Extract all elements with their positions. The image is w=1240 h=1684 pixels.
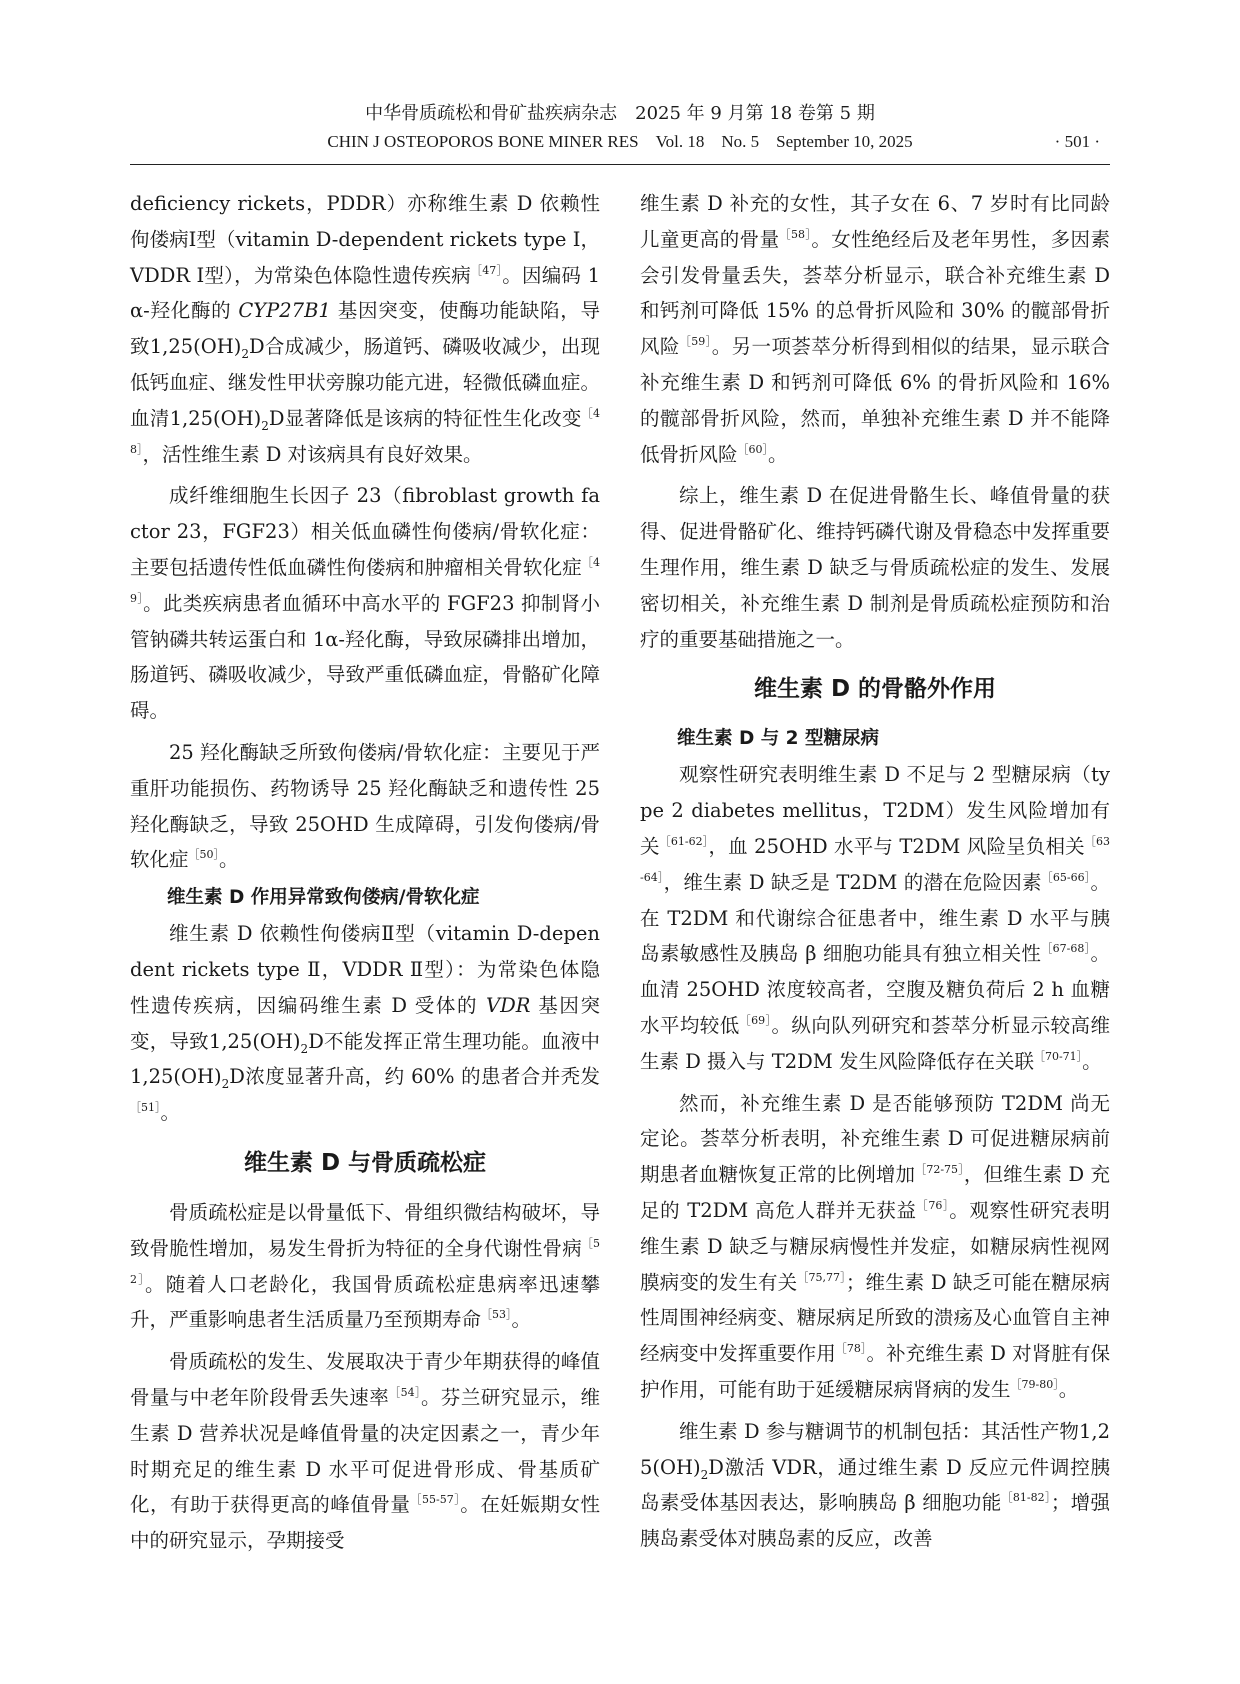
citation[interactable]: ［61-62］ [659,834,709,848]
paragraph-25-hydroxylase: 25 羟化酶缺乏所致佝偻病/骨软化症：主要见于严重肝功能损伤、药物诱导 25 羟化酶缺乏和遗传性 25 羟化酶缺乏，导致 25OHD 生成障碍，引发佝偻病/骨软化症$^{[50]}$。 [130,740,600,872]
paragraph-osteoporosis-def: 骨质疏松症是以骨量低下、骨组织微结构破坏，导致骨脆性增加，易发生骨折为特征的全身代谢性骨病$^{[52]}$。随着人口老龄化，我国骨质疏松症患病率迅速攀升，严重影响患者生活质量乃至预期寿命$^{[53]}$。 [130,1200,600,1332]
right-column [640,186,1110,1557]
citation[interactable]: ［81-82］ [1001,1491,1051,1505]
citation[interactable]: ［76］ [916,1198,950,1212]
citation[interactable]: ［72-75］ [915,1163,964,1177]
journal-title-cn: 中华骨质疏松和骨矿盐疾病杂志 2025 年 9 月第 18 卷第 5 期 [365,103,875,124]
gene-name: VDR [486,993,531,1017]
left-column [130,186,600,1559]
citation[interactable]: ［49］ [130,555,600,605]
citation[interactable]: ［53］ [481,1308,512,1322]
paragraph-peak-bone-mass: 骨质疏松的发生、发展取决于青少年期获得的峰值骨量与中老年阶段骨丢失速率$^{[54]}$。芬兰研究显示，维生素 D 营养状况是峰值骨量的决定因素之一，青少年时期充足的维生素 D 水平可促进骨形成、骨基质矿化，有助于获得更高的峰值骨量$^{[55-57]}$。在妊娠期女性中的研究显示，孕期接受 [130,1350,600,1553]
citation[interactable]: ［79-80］ [1010,1377,1059,1391]
subsection-heading: 维生素 D 与 2 型糖尿病 [677,728,879,750]
paragraph-t2dm-observational: 观察性研究表明维生素 D 不足与 2 型糖尿病（type 2 diabetes mellitus，T2DM）发生风险增加有关$^{[61-62]}$，血 25OHD 水平与 T2DM 风险呈负相关$^{[63-64]}$，维生素 D 缺乏是 T2DM 的潜在危险因素$^{[65-66]}$。在 T2DM 和代谢综合征患者中，维生素 D 水平与胰岛素敏感性及胰岛 β 细胞功能具有独立相关性$^{[67-68]}$。血清 25OHD 浓度较高者，空腹及糖负荷后 2 h 血糖水平均较低$^{[69]}$。纵向队列研究和荟萃分析显示较高维生素 D 摄入与 T2DM 发生风险降低存在关联$^{[70-71]}$。 [640,763,1111,1073]
paragraph-mechanism: 维生素 D 参与糖调节的机制包括：其活性产物$1,25(OH)_2D$激活 VDR，通过维生素 D 反应元件调控胰岛素受体基因表达，影响胰岛 β 细胞功能$^{[81-82]}$；增强胰岛素受体对胰岛素的反应，改善 [640,1419,1110,1551]
subsection-heading: 维生素 D 作用异常致佝偻病/骨软化症 [167,887,480,909]
citation[interactable]: ［51］ [130,1101,161,1115]
citation[interactable]: ［52］ [130,1236,600,1286]
paragraph-fgf23: 成纤维细胞生长因子 23（fibroblast growth factor 23，FGF23）相关低血磷性佝偻病/骨软化症：主要包括遗传性低血磷性佝偻病和肿瘤相关骨软化症$^{[49]}$。此类疾病患者血循环中高水平的 FGF23 抑制肾小管钠磷共转运蛋白和 1α-羟化酶，导致尿磷排出增加，肠道钙、磷吸收减少，导致严重低磷血症，骨骼矿化障碍。 [130,484,600,723]
citation[interactable]: ［69］ [739,1013,772,1027]
running-header [130,100,1110,156]
paragraph-pregnancy: 维生素 D 补充的女性，其子女在 6、7 岁时有比同龄儿童更高的骨量$^{[58]}$。女性绝经后及老年男性，多因素会引发骨量丢失，荟萃分析显示，联合补充维生素 D 和钙剂可降低 15% 的总骨折风险和 30% 的髋部骨折风险$^{[59]}$。另一项荟萃分析得到相似的结果，显示联合补充维生素 D 和钙剂可降低 6% 的骨折风险和 16% 的髋部骨折风险，然而，单独补充维生素 D 并不能降低骨折风险$^{[60]}$。 [640,192,1110,466]
section-heading: 维生素 D 的骨骼外作用 [753,676,997,703]
paragraph-vddr2: 维生素 D 依赖性佝偻病Ⅱ型（vitamin D-dependent rickets type Ⅱ，VDDR Ⅱ型）：为常染色体隐性遗传疾病，因编码维生素 D 受体的 VDR 基因突变，导致$1,25(OH)_2D$不能发挥正常生理功能。血液中$1,25(OH)_2D$浓度显著升高，约 60% 的患者合并秃发$^{[51]}$。 [130,922,600,1125]
citation[interactable]: ［67-68］ [1041,942,1091,956]
page-number: · 501 · [1054,132,1100,151]
citation[interactable]: ［48］ [130,406,600,456]
gene-name: CYP27B1 [238,299,331,323]
header-rule [130,164,1110,165]
journal-citation-en: CHIN J OSTEOPOROS BONE MINER RES Vol. 18 No. 5 September 10, 2025 [327,132,913,151]
journal-title-en [130,128,1110,156]
paragraph-pddr: deficiency rickets，PDDR）亦称维生素 D 依赖性佝偻病Ⅰ型（vitamin D-dependent rickets type Ⅰ，VDDR Ⅰ型），为常染色体隐性遗传疾病$^{[47]}$。因编码 1α-羟化酶的 CYP27B1 基因突变，使酶功能缺陷，导致$1,25(OH)_2D$合成减少，肠道钙、磷吸收减少，出现低钙血症、继发性甲状旁腺功能亢进，轻微低磷血症。血清$1,25(OH)_2D$显著降低是该病的特征性生化改变$^{[48]}$，活性维生素 D 对该病具有良好效果。 [130,192,601,466]
citation[interactable]: ［63-64］ [640,834,1111,884]
citation[interactable]: ［60］ [737,442,769,456]
citation[interactable]: ［70-71］ [1033,1049,1083,1063]
citation[interactable]: ［58］ [779,227,812,241]
paragraph-t2dm-supplement: 然而，补充维生素 D 是否能够预防 T2DM 尚无定论。荟萃分析表明，补充维生素 D 可促进糖尿病前期患者血糖恢复正常的比例增加$^{[72-75]}$，但维生素 D 充足的 T2DM 高危人群并无获益$^{[76]}$。观察性研究表明维生素 D 缺乏与糖尿病慢性并发症，如糖尿病性视网膜病变的发生有关$^{[75,77]}$；维生素 D 缺乏可能在糖尿病性周围神经病变、糖尿病足所致的溃疡及心血管自主神经病变中发挥重要作用$^{[78]}$。补充维生素 D 对肾脏有保护作用，可能有助于延缓糖尿病肾病的发生$^{[79-80]}$。 [640,1091,1110,1401]
citation[interactable]: ［65-66］ [1041,870,1091,884]
citation[interactable]: ［78］ [835,1342,867,1356]
section-heading: 维生素 D 与骨质疏松症 [243,1149,487,1176]
citation[interactable]: ［75,77］ [797,1270,846,1284]
citation[interactable]: ［59］ [679,335,712,349]
citation[interactable]: ［47］ [471,263,503,277]
citation[interactable]: ［55-57］ [410,1493,461,1507]
paragraph-summary: 综上，维生素 D 在促进骨骼生长、峰值骨量的获得、促进骨骼矿化、维持钙磷代谢及骨稳态中发挥重要生理作用，维生素 D 缺乏与骨质疏松症的发生、发展密切相关，补充维生素 D 制剂是骨质疏松症预防和治疗的重要基础措施之一。 [640,484,1110,651]
citation[interactable]: ［50］ [188,848,220,862]
citation[interactable]: ［54］ [389,1385,421,1399]
